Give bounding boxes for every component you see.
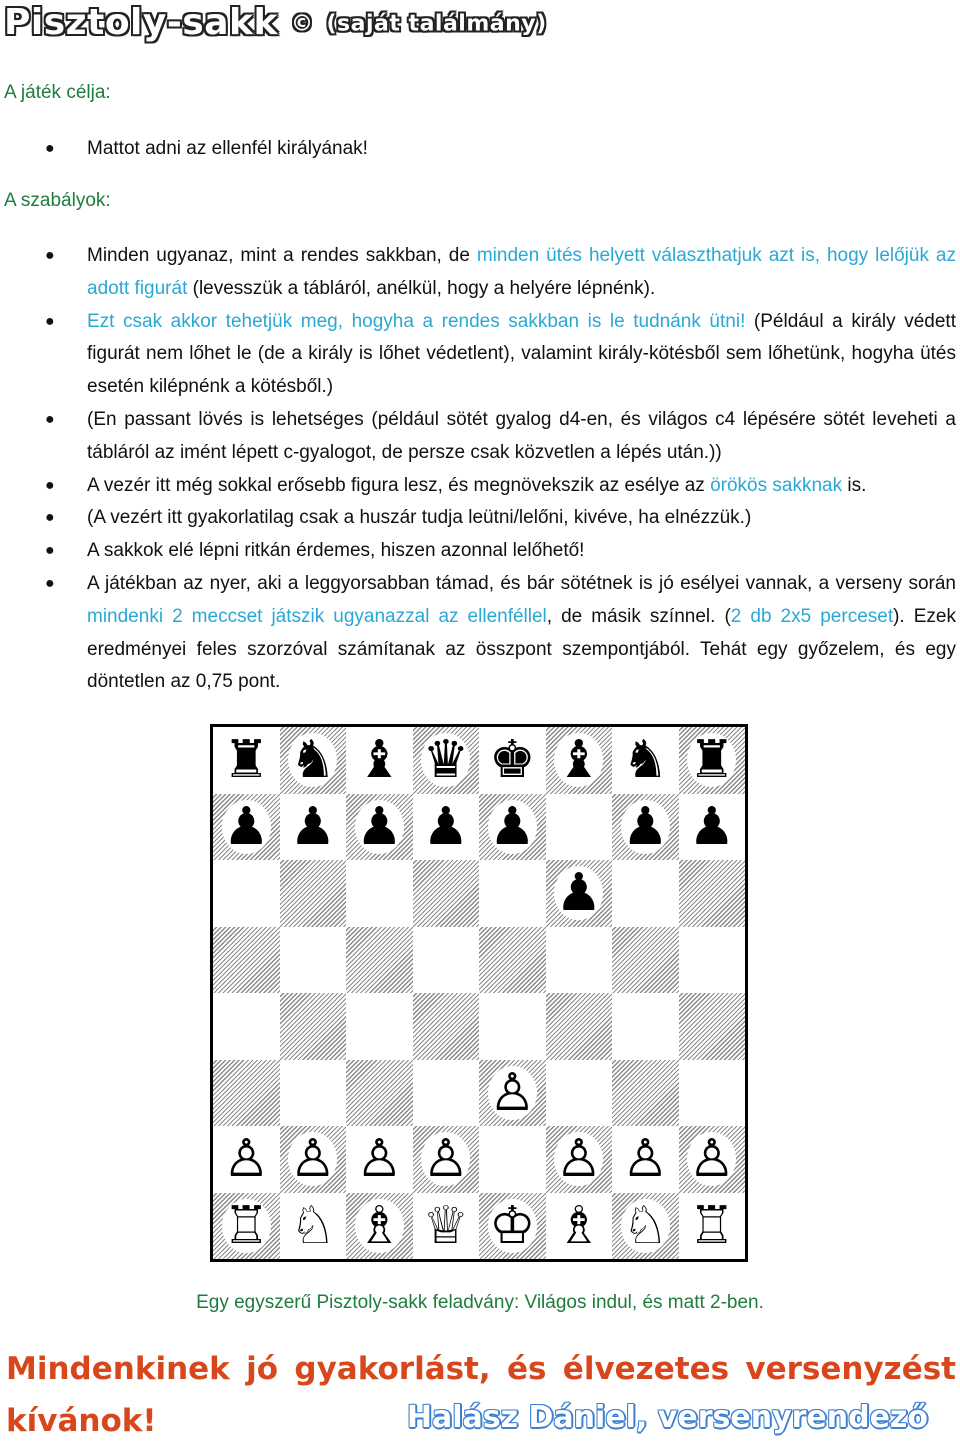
- board-square: [546, 993, 613, 1060]
- chess-piece-icon: ♙: [355, 1129, 403, 1190]
- rule-item: [45, 240, 956, 306]
- chess-piece-icon: ♝: [355, 730, 403, 791]
- chess-piece-icon: ♟: [289, 796, 337, 857]
- board-square: [280, 1060, 347, 1127]
- board-square: [546, 860, 613, 927]
- copyright-symbol: ©: [290, 11, 314, 37]
- chess-piece-icon: ♙: [222, 1129, 270, 1190]
- bullet-icon: ●: [45, 542, 55, 560]
- chess-piece-icon: ♟: [688, 796, 736, 857]
- board-square: [679, 993, 746, 1060]
- chess-piece-icon: ♘: [289, 1195, 337, 1256]
- bullet-icon: ●: [45, 410, 55, 428]
- board-square: [679, 794, 746, 861]
- chess-piece-icon: ♟: [355, 796, 403, 857]
- board-square: [413, 727, 480, 794]
- puzzle-caption: Egy egyszerű Pisztoly-sakk feladvány: Világos indul, és matt 2-ben.: [196, 1292, 764, 1313]
- board-square: [280, 1193, 347, 1260]
- board-square: [346, 794, 413, 861]
- board-square: [612, 794, 679, 861]
- goal-item-text: Mattot adni az ellenfél királyának!: [87, 138, 368, 159]
- board-square: [612, 727, 679, 794]
- bullet-icon: ●: [45, 140, 55, 157]
- board-square: [612, 993, 679, 1060]
- board-square: [612, 1060, 679, 1127]
- title-main: Pisztoly-sakk: [4, 2, 278, 43]
- chess-piece-icon: ♙: [688, 1129, 736, 1190]
- rule-text: Minden ugyanaz, mint a rendes sakkban, de: [87, 245, 477, 266]
- chess-piece-icon: ♟: [621, 796, 669, 857]
- board-square: [479, 794, 546, 861]
- goal-heading: A játék célja:: [4, 82, 111, 103]
- board-square: [413, 1193, 480, 1260]
- rule-text: A vezér itt még sokkal erősebb figura lesz, és megnövekszik az esélye az: [87, 474, 711, 496]
- chess-piece-icon: ♗: [555, 1195, 603, 1256]
- board-square: [479, 1193, 546, 1260]
- board-square: [280, 1126, 347, 1193]
- board-square: [479, 860, 546, 927]
- rule-item: [45, 568, 956, 699]
- board-square: [413, 1060, 480, 1127]
- board-square: [679, 860, 746, 927]
- board-square: [346, 727, 413, 794]
- rule-item: [45, 404, 956, 470]
- page-title: [4, 2, 547, 43]
- board-square: [213, 1060, 280, 1127]
- board-square: [679, 1126, 746, 1193]
- highlighted-text: minden ütés helyett választhatjuk azt is, hogy lelőjük az adott figurát: [87, 245, 956, 299]
- footer-wish-line1: Mindenkinek jó gyakorlást, és élvezetes versenyzést: [6, 1351, 956, 1387]
- goal-list: [45, 133, 956, 166]
- rule-item: [45, 535, 956, 568]
- board-square: [346, 993, 413, 1060]
- board-square: [280, 794, 347, 861]
- chess-piece-icon: ♕: [422, 1195, 470, 1256]
- chess-piece-icon: ♙: [555, 1129, 603, 1190]
- board-square: [546, 1126, 613, 1193]
- board-square: [280, 993, 347, 1060]
- board-square: [479, 727, 546, 794]
- board-square: [346, 1126, 413, 1193]
- chess-piece-icon: ♙: [488, 1062, 536, 1123]
- board-square: [346, 860, 413, 927]
- rules-heading: A szabályok:: [4, 190, 111, 211]
- chess-piece-icon: ♗: [355, 1195, 403, 1256]
- chess-piece-icon: ♔: [488, 1195, 536, 1256]
- rule-text: (A vezért itt gyakorlatilag csak a huszár tudja leütni/lelőni, kivéve, ha elnézzük.): [87, 507, 752, 529]
- highlighted-text: Ezt csak akkor tehetjük meg, hogyha a rendes sakkban is le tudnánk ütni!: [87, 310, 746, 332]
- footer-wish-line2: kívánok!: [6, 1403, 157, 1439]
- board-square: [346, 927, 413, 994]
- highlighted-text: 2 db 2x5 perceset: [730, 605, 894, 627]
- rule-text: ). Ezek eredményei feles szorzóval számítanak az összpont szempontjából. Tehát egy győzelem, és egy döntetlen az 0,75 pont.: [87, 605, 956, 693]
- title-note: (saját találmány): [326, 11, 547, 37]
- board-square: [213, 993, 280, 1060]
- chess-piece-icon: ♝: [555, 730, 603, 791]
- board-square: [479, 993, 546, 1060]
- board-square: [413, 860, 480, 927]
- chess-piece-icon: ♞: [289, 730, 337, 791]
- board-square: [546, 727, 613, 794]
- board-square: [546, 927, 613, 994]
- chess-piece-icon: ♙: [621, 1129, 669, 1190]
- board-square: [479, 1126, 546, 1193]
- rules-list: [45, 240, 956, 699]
- board-square: [479, 927, 546, 994]
- board-square: [679, 927, 746, 994]
- board-square: [213, 1126, 280, 1193]
- board-square: [280, 727, 347, 794]
- chess-board: [210, 724, 748, 1262]
- chess-piece-icon: ♖: [222, 1195, 270, 1256]
- board-square: [346, 1060, 413, 1127]
- board-grid: [213, 727, 745, 1259]
- board-square: [479, 1060, 546, 1127]
- board-square: [213, 794, 280, 861]
- highlighted-text: mindenki 2 meccset játszik ugyanazzal az ellenféllel: [87, 605, 547, 627]
- bullet-icon: ●: [45, 476, 55, 494]
- chess-piece-icon: ♛: [422, 730, 470, 791]
- board-square: [612, 860, 679, 927]
- chess-piece-icon: ♟: [488, 796, 536, 857]
- board-square: [546, 1193, 613, 1260]
- chess-piece-icon: ♟: [555, 863, 603, 924]
- rule-item: [45, 470, 956, 503]
- rule-text: , de másik színnel. (: [546, 605, 731, 627]
- board-square: [280, 927, 347, 994]
- chess-piece-icon: ♜: [222, 730, 270, 791]
- board-square: [679, 1193, 746, 1260]
- rule-text: (levesszük a tábláról, anélkül, hogy a helyére lépnénk).: [187, 277, 656, 299]
- board-square: [413, 993, 480, 1060]
- board-square: [612, 927, 679, 994]
- chess-piece-icon: ♘: [621, 1195, 669, 1256]
- board-square: [280, 860, 347, 927]
- board-square: [413, 927, 480, 994]
- board-square: [612, 1126, 679, 1193]
- chess-piece-icon: ♞: [621, 730, 669, 791]
- board-square: [679, 1060, 746, 1127]
- board-square: [213, 860, 280, 927]
- bullet-icon: ●: [45, 509, 55, 527]
- bullet-icon: ●: [45, 312, 55, 330]
- rule-text: (En passant lövés is lehetséges (például sötét gyalog d4-en, és világos c4 lépésére sötét leveheti a tábláról az imént lépett c-gyalogot, de persze csak közvetlen a lépés után.)): [87, 408, 956, 463]
- board-square: [213, 1193, 280, 1260]
- rule-text: is.: [842, 474, 867, 496]
- board-square: [413, 1126, 480, 1193]
- chess-piece-icon: ♟: [422, 796, 470, 857]
- rule-text: A játékban az nyer, aki a leggyorsabban támad, és bár sötétnek is jó esélyei vannak, a verseny során: [87, 572, 956, 594]
- board-square: [213, 927, 280, 994]
- rule-item: [45, 306, 956, 404]
- board-square: [546, 794, 613, 861]
- goal-item: [45, 133, 956, 166]
- board-square: [679, 727, 746, 794]
- board-square: [612, 1193, 679, 1260]
- chess-piece-icon: ♚: [488, 730, 536, 791]
- chess-piece-icon: ♜: [688, 730, 736, 791]
- chess-piece-icon: ♙: [422, 1129, 470, 1190]
- rule-text: (Például a király védett figurát nem lőhet le (de a király is lőhet védetlent), valamint király-kötésből sem lőhetünk, hogyha ütés esetén kilépnénk a kötésből.): [87, 310, 956, 398]
- bullet-icon: ●: [45, 247, 55, 264]
- chess-piece-icon: ♟: [222, 796, 270, 857]
- bullet-icon: ●: [45, 574, 55, 592]
- board-square: [346, 1193, 413, 1260]
- highlighted-text: örökös sakknak: [710, 474, 843, 496]
- board-square: [213, 727, 280, 794]
- chess-piece-icon: ♙: [289, 1129, 337, 1190]
- board-square: [413, 794, 480, 861]
- rule-text: A sakkok elé lépni ritkán érdemes, hiszen azonnal lelőhető!: [87, 540, 585, 562]
- board-square: [546, 1060, 613, 1127]
- chess-piece-icon: ♖: [688, 1195, 736, 1256]
- author-signature: Halász Dániel, versenyrendező: [406, 1400, 928, 1435]
- rule-item: [45, 502, 956, 535]
